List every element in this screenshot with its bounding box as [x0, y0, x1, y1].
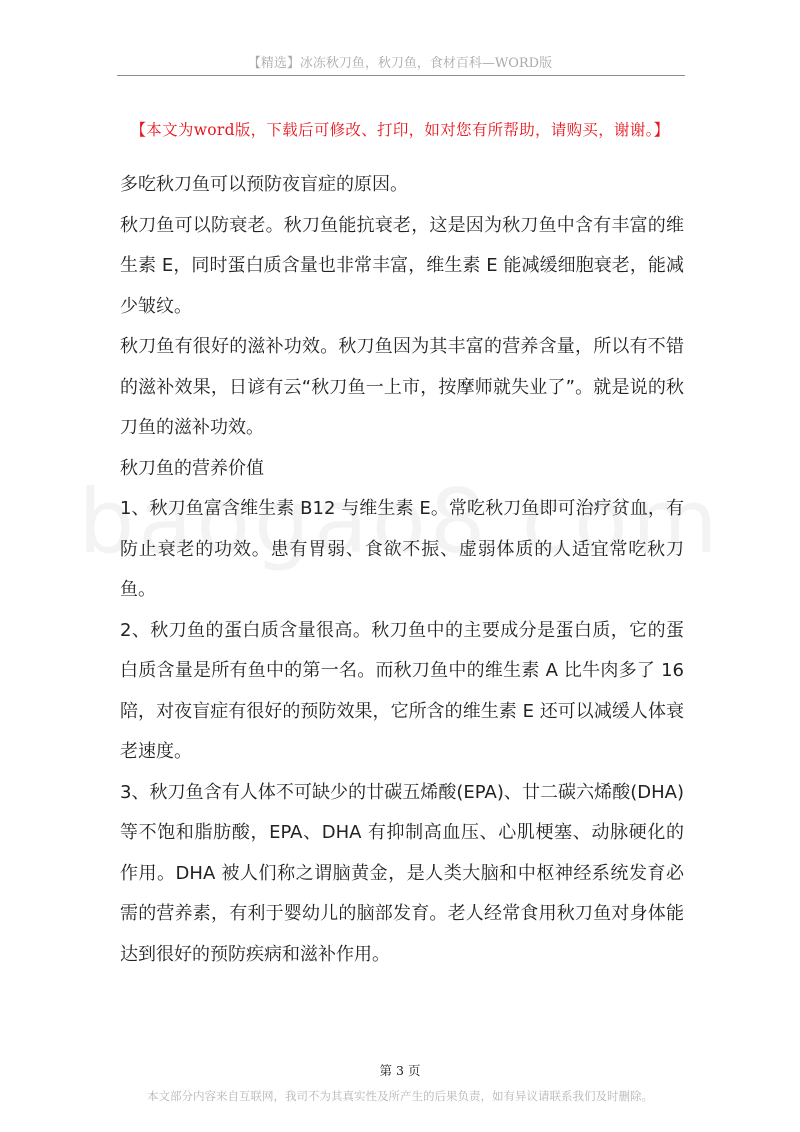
paragraph-intro: 多吃秋刀鱼可以预防夜盲症的原因。: [120, 174, 408, 195]
page-number: 第 3 页: [379, 1063, 421, 1078]
purchase-notice: 【本文为word版，下载后可修改、打印，如对您有所帮助，请购买，谢谢。】: [130, 121, 670, 139]
header-divider: [117, 75, 685, 76]
section-heading-nutrition: 秋刀鱼的营养价值: [120, 457, 264, 479]
page-header: 【精选】冰冻秋刀鱼，秋刀鱼，食材百科—WORD版: [247, 56, 553, 71]
paragraph-nourishing: 秋刀鱼有很好的滋补功效。秋刀鱼因为其丰富的营养含量，所以有不错的滋补效果，日谚有云“秋刀鱼一上市，按摩师就失业了”。就是说的秋刀鱼的滋补功效。: [120, 336, 684, 438]
paragraph-item-3: 3、秋刀鱼含有人体不可缺少的廿碳五烯酸(EPA)、廿二碳六烯酸(DHA)等不饱和脂肪酸，EPA、DHA 有抑制高血压、心肌梗塞、动脉硬化的作用。DHA 被人们称之谓脑黄金，是人类大脑和中枢神经系统发育必需的营养素，有利于婴幼儿的脑部发育。老人经常食用秋刀鱼对身体能达到很好的预防疾病和滋补作用。: [120, 781, 684, 965]
page-footer: 本文部分内容来自互联网，我司不为其真实性及所产生的后果负责，如有异议请联系我们及时删除。: [147, 1089, 653, 1103]
paragraph-item-1: 1、秋刀鱼富含维生素 B12 与维生素 E。常吃秋刀鱼即可治疗贫血，有防止衰老的功效。患有胃弱、食欲不振、虚弱体质的人适宜常吃秋刀鱼。: [120, 498, 684, 600]
paragraph-item-2: 2、秋刀鱼的蛋白质含量很高。秋刀鱼中的主要成分是蛋白质，它的蛋白质含量是所有鱼中的第一名。而秋刀鱼中的维生素 A 比牛肉多了 16 陪，对夜盲症有很好的预防效果，它所含的维生素 E 还可以减缓人体衰老速度。: [120, 619, 684, 762]
article-body: [120, 165, 684, 975]
paragraph-anti-aging: 秋刀鱼可以防衰老。秋刀鱼能抗衰老，这是因为秋刀鱼中含有丰富的维生素 E，同时蛋白质含量也非常丰富，维生素 E 能减缓细胞衰老，能减少皱纹。: [120, 214, 684, 317]
